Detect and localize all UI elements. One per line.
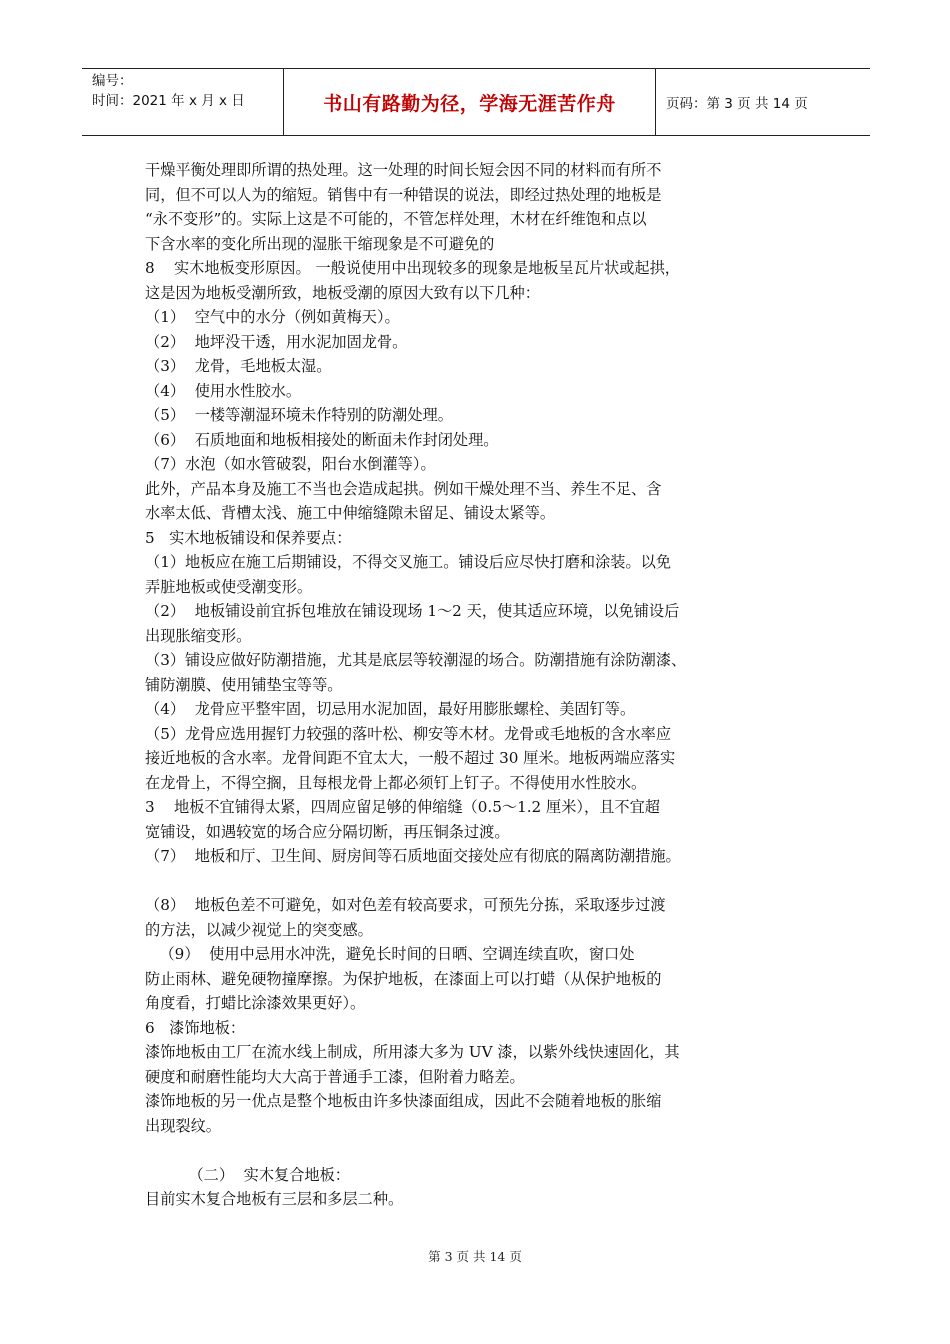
body-line: 这是因为地板受潮所致，地板受潮的原因大致有以下几种： bbox=[145, 283, 540, 302]
body-line: 出现裂纹。 bbox=[145, 1116, 221, 1135]
blank-line bbox=[145, 869, 820, 894]
list-item: （2） 地板铺设前宜拆包堆放在铺设现场 1～2 天，使其适应环境，以免铺设后 bbox=[145, 602, 680, 620]
list-item: （5）龙骨应选用握钉力较强的落叶松、柳安等木材。龙骨或毛地板的含水率应 bbox=[145, 724, 672, 743]
document-number-label: 编号： bbox=[92, 73, 133, 89]
document-header bbox=[82, 68, 870, 136]
document-body bbox=[145, 158, 820, 1212]
body-line: 水率太低、背槽太浅、施工中伸缩缝隙未留足、铺设太紧等。 bbox=[145, 504, 556, 522]
body-line: 弄脏地板或使受潮变形。 bbox=[145, 577, 313, 596]
section-heading-6: 6 漆饰地板： bbox=[145, 1018, 246, 1037]
body-line: 防止雨林、避免硬物撞摩擦。为保护地板，在漆面上可以打蜡（从保护地板的 bbox=[145, 969, 662, 988]
body-line: 同，但不可以人为的缩短。销售中有一种错误的说法，即经过热处理的地板是 bbox=[145, 185, 662, 204]
body-line: 宽铺设，如遇较宽的场合应分隔切断，再压铜条过渡。 bbox=[145, 822, 510, 841]
section-heading-8: 8 实木地板变形原因。 一般说使用中出现较多的现象是地板呈瓦片状或起拱， bbox=[145, 259, 680, 277]
body-line: 的方法，以减少视觉上的突变感。 bbox=[145, 920, 373, 939]
list-item: （7）水泡（如水管破裂，阳台水倒灌等）。 bbox=[145, 455, 436, 473]
body-line: 目前实木复合地板有三层和多层二种。 bbox=[145, 1190, 404, 1208]
list-item: （6） 石质地面和地板相接处的断面未作封闭处理。 bbox=[145, 430, 499, 449]
page-footer: 第 3 页 共 14 页 bbox=[428, 1249, 522, 1264]
subsection-heading: （二） 实木复合地板： bbox=[145, 1165, 350, 1184]
body-line: 硬度和耐磨性能均大大高于普通手工漆，但附着力略差。 bbox=[145, 1067, 525, 1086]
list-item: （1） 空气中的水分（例如黄梅天）。 bbox=[145, 308, 400, 326]
body-line: 漆饰地板由工厂在流水线上制成，所用漆大多为 UV 漆，以紫外线快速固化，其 bbox=[145, 1043, 680, 1061]
list-item: 3 地板不宜铺得太紧，四周应留足够的伸缩缝（0.5～1.2 厘米），且不宜超 bbox=[145, 798, 660, 816]
header-page-info: 页码：第 3 页 共 14 页 bbox=[666, 96, 808, 112]
body-line: 漆饰地板的另一优点是整个地板由许多快漆面组成，因此不会随着地板的胀缩 bbox=[145, 1092, 662, 1110]
body-line: 此外，产品本身及施工不当也会造成起拱。例如干燥处理不当、养生不足、含 bbox=[145, 479, 662, 498]
section-heading-5: 5 实木地板铺设和保养要点： bbox=[145, 528, 352, 547]
list-item: （5） 一楼等潮湿环境未作特别的防潮处理。 bbox=[145, 406, 453, 424]
body-line: 在龙骨上，不得空搁，且每根龙骨上都必须钉上钉子。不得使用水性胶水。 bbox=[145, 773, 647, 792]
list-item: （3） 龙骨，毛地板太湿。 bbox=[145, 357, 332, 375]
body-line: “永不变形”的。实际上这是不可能的，不管怎样处理，木材在纤维饱和点以 bbox=[145, 210, 647, 228]
body-line: 角度看，打蜡比涂漆效果更好）。 bbox=[145, 994, 366, 1012]
body-line: 干燥平衡处理即所谓的热处理。这一处理的时间长短会因不同的材料而有所不 bbox=[145, 161, 662, 179]
document-date: 时间：2021 年 x 月 x 日 bbox=[92, 93, 245, 109]
body-line: 铺防潮膜、使用铺垫宝等等。 bbox=[145, 675, 343, 694]
list-item: （2） 地坪没干透，用水泥加固龙骨。 bbox=[145, 332, 408, 351]
header-motto: 书山有路勤为径，学海无涯苦作舟 bbox=[284, 69, 656, 135]
list-item: （3）铺设应做好防潮措施，尤其是底层等较潮湿的场合。防潮措施有涂防潮漆、 bbox=[145, 651, 687, 669]
list-item: （1）地板应在施工后期铺设，不得交叉施工。铺设后应尽快打磨和涂装。以免 bbox=[145, 553, 672, 571]
list-item: （4） 使用水性胶水。 bbox=[145, 381, 302, 400]
body-line: 下含水率的变化所出现的湿胀干缩现象是不可避免的 bbox=[145, 234, 495, 253]
list-item: （9） 使用中忌用水冲洗，避免长时间的日晒、空调连续直吹，窗口处 bbox=[145, 945, 635, 963]
header-meta bbox=[82, 69, 284, 135]
blank-line bbox=[145, 1138, 820, 1163]
list-item: （7） 地板和厅、卫生间、厨房间等石质地面交接处应有彻底的隔离防潮措施。 bbox=[145, 847, 681, 865]
list-item: （8） 地板色差不可避免，如对色差有较高要求，可预先分拣，采取逐步过渡 bbox=[145, 896, 666, 914]
body-line: 接近地板的含水率。龙骨间距不宜太大，一般不超过 30 厘米。地板两端应落实 bbox=[145, 749, 676, 767]
list-item: （4） 龙骨应平整牢固，切忌用水泥加固，最好用膨胀螺栓、美固钉等。 bbox=[145, 700, 636, 718]
body-line: 出现胀缩变形。 bbox=[145, 626, 252, 645]
